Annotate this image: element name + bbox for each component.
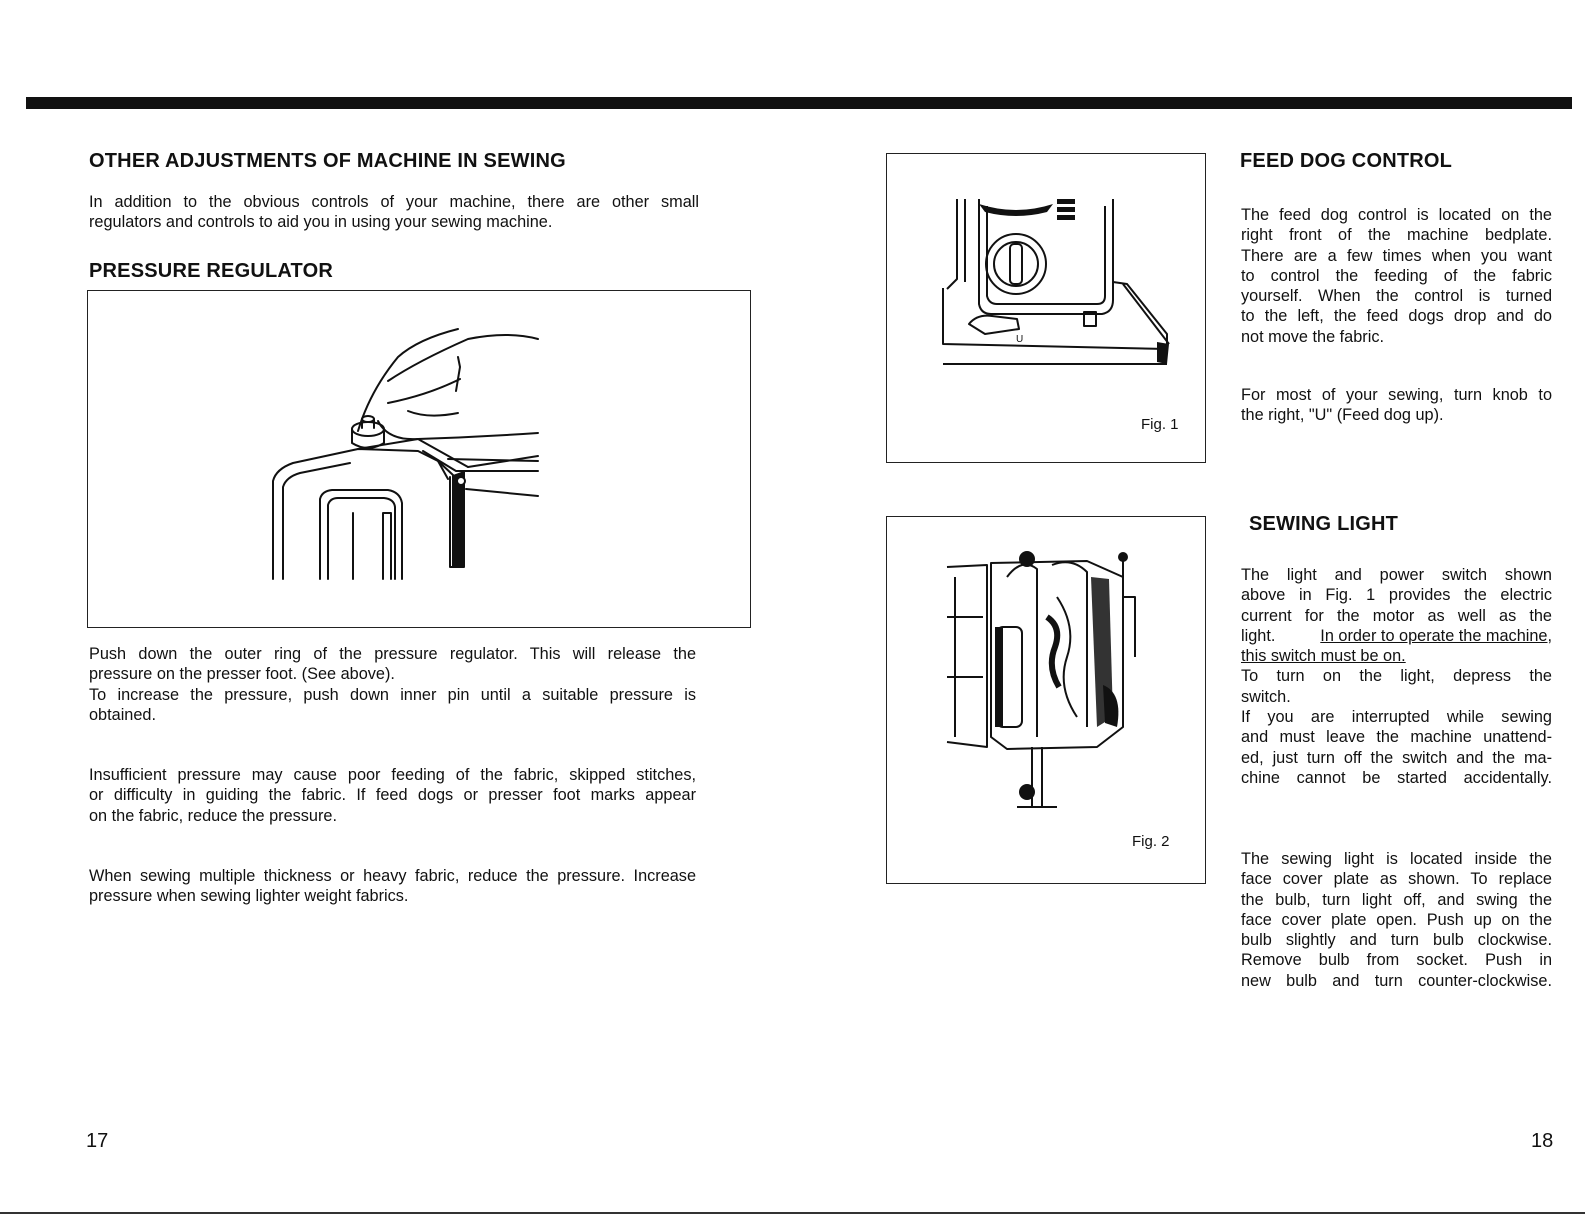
intro-paragraph: In addition to the obvious controls of your machine, there are other small regulators and controls to aid you in using your sewing machine. (89, 193, 699, 232)
section-heading-sewing-light: SEWING LIGHT (1249, 513, 1399, 535)
sewing-light-illustration-icon (887, 517, 1205, 883)
section-heading-feed-dog-control: FEED DOG CONTROL (1240, 150, 1453, 172)
feed-dog-paragraph-1: The feed dog control is located on the right front of the machine bedplate. There are a few times when you want to control the feeding of the fabric yourself. When the control is turned to the left, the feed dogs drop and do not move the fabric. (1241, 206, 1552, 346)
section-heading-other-adjustments: OTHER ADJUSTMENTS OF MACHINE IN SEWING (89, 150, 566, 172)
figure-1-frame (886, 153, 1206, 463)
switch-note-line: light. In order to operate the machine, (1241, 626, 1552, 645)
figure-1-label: Fig. 1 (1141, 416, 1179, 433)
pressure-regulator-illustration-icon (88, 291, 750, 627)
pressure-paragraph-1: Push down the outer ring of the pressure regulator. This will release the pressure on the presser foot. (See above). To increase the pressure, push down inner pin until a suitable pressure is obtained. (89, 645, 696, 724)
pressure-paragraph-3: When sewing multiple thickness or heavy fabric, reduce the pressure. Increase pressure when sewing lighter weight fabrics. (89, 867, 696, 906)
figure-2-frame (886, 516, 1206, 884)
sewing-light-paragraph-1: The light and power switch shown above in Fig. 1 provides the electric current for the motor as well as the light. In order to operate the machine, this switch must be on. To turn on the light, depress the switch. If you are interrupted while sewing and must leave the machine unattend- ed, just turn off the switch and the ma- chine cannot be started accidentally. (1241, 566, 1552, 787)
pressure-regulator-figure (87, 290, 751, 628)
section-heading-pressure-regulator: PRESSURE REGULATOR (89, 260, 334, 282)
pressure-paragraph-2: Insufficient pressure may cause poor feeding of the fabric, skipped stitches, or difficulty in guiding the fabric. If feed dogs or presser foot marks appear on the fabric, reduce the pressure. (89, 766, 696, 825)
figure-2-label: Fig. 2 (1132, 833, 1170, 850)
sewing-light-paragraph-2: The sewing light is located inside the face cover plate as shown. To replace the bulb, turn light off, and swing the face cover plate open. Push up on the bulb slightly and turn bulb clockwise. Remove bulb from socket. Push in new bulb and turn counter-clockwise. (1241, 850, 1552, 990)
fig1-u-marker: U (1016, 334, 1024, 345)
page-number-left: 17 (86, 1130, 109, 1152)
footer-rule (0, 1212, 1585, 1214)
header-rule (26, 97, 1572, 109)
feed-dog-paragraph-2: For most of your sewing, turn knob to the right, "U" (Feed dog up). (1241, 386, 1552, 425)
page-number-right: 18 (1531, 1130, 1554, 1152)
